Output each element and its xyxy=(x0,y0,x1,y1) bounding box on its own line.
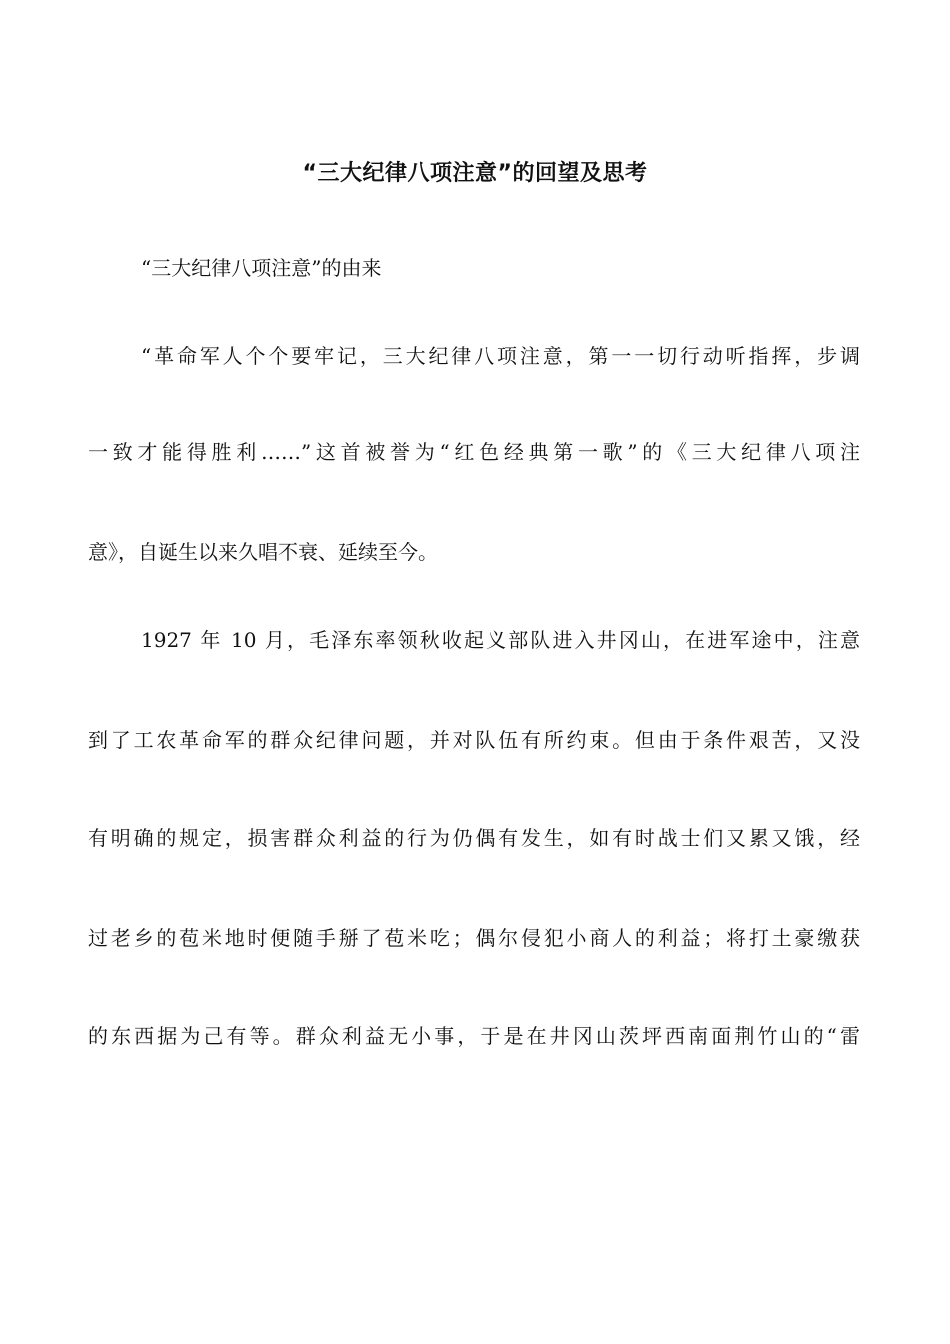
paragraph-1-line-3: 意》，自诞生以来久唱不衰、延续至今。 xyxy=(88,540,438,564)
paragraph-2-line-2: 到了工农革命军的群众纪律问题，并对队伍有所约束。但由于条件艰苦，又没 xyxy=(88,728,860,752)
paragraph-1-line-1: “革命军人个个要牢记，三大纪律八项注意，第一一切行动听指挥，步调 xyxy=(141,344,860,368)
paragraph-1-line-2: 一致才能得胜利……”这首被誉为“红色经典第一歌”的《三大纪律八项注 xyxy=(88,440,860,464)
paragraph-2-line-5: 的东西据为己有等。群众利益无小事，于是在井冈山茨坪西南面荆竹山的“雷 xyxy=(88,1024,860,1048)
paragraph-2-line-4: 过老乡的苞米地时便随手掰了苞米吃；偶尔侵犯小商人的利益；将打土豪缴获 xyxy=(88,926,860,950)
document-title: “三大纪律八项注意”的回望及思考 xyxy=(302,161,648,186)
section-heading: “三大纪律八项注意”的由来 xyxy=(141,256,382,280)
paragraph-2-line-1: 1927 年 10 月，毛泽东率领秋收起义部队进入井冈山，在进军途中，注意 xyxy=(141,628,860,652)
paragraph-2-line-3: 有明确的规定，损害群众利益的行为仍偶有发生，如有时战士们又累又饿，经 xyxy=(88,826,860,850)
